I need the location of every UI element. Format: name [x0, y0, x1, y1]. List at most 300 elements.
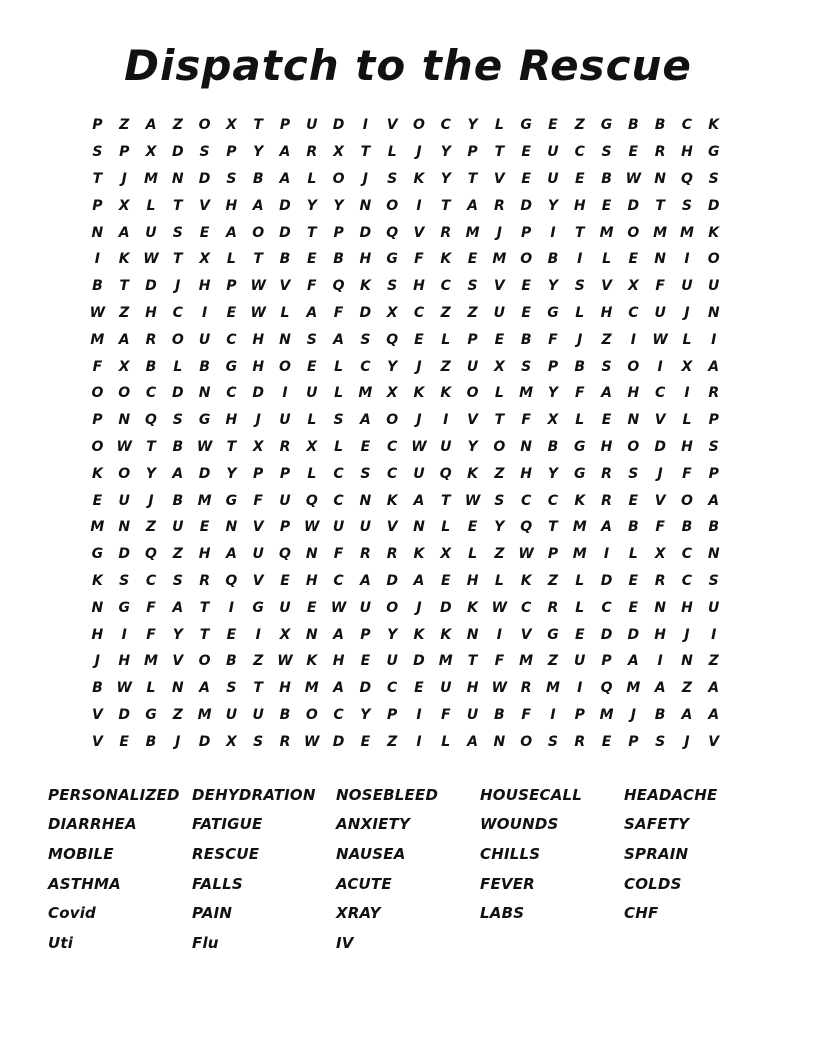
grid-letter[interactable]: B — [92, 278, 103, 295]
grid-letter[interactable]: M — [519, 385, 534, 402]
grid-letter[interactable]: Z — [574, 117, 585, 134]
grid-letter[interactable]: S — [708, 438, 719, 455]
grid-letter[interactable]: H — [681, 144, 693, 161]
grid-letter[interactable]: D — [627, 626, 640, 643]
grid-letter[interactable]: P — [92, 412, 103, 429]
grid-letter[interactable]: K — [574, 492, 586, 509]
grid-letter[interactable]: C — [333, 465, 344, 482]
grid-letter[interactable]: F — [440, 706, 451, 723]
grid-letter[interactable]: X — [199, 251, 210, 268]
grid-letter[interactable]: C — [387, 680, 398, 697]
grid-letter[interactable]: E — [414, 331, 424, 348]
grid-letter[interactable]: S — [253, 733, 264, 750]
grid-letter[interactable]: L — [280, 304, 290, 321]
grid-letter[interactable]: D — [707, 197, 720, 214]
grid-letter[interactable]: J — [175, 278, 181, 295]
grid-letter[interactable]: M — [197, 492, 212, 509]
grid-letter[interactable]: P — [467, 331, 478, 348]
grid-letter[interactable]: R — [279, 438, 291, 455]
grid-letter[interactable]: J — [175, 733, 181, 750]
grid-letter[interactable]: A — [413, 492, 425, 509]
grid-letter[interactable]: W — [518, 546, 534, 563]
grid-letter[interactable]: H — [413, 278, 425, 295]
grid-letter[interactable]: D — [359, 224, 372, 241]
grid-letter[interactable]: Z — [119, 117, 130, 134]
grid-letter[interactable]: I — [416, 733, 422, 750]
grid-letter[interactable]: V — [493, 278, 505, 295]
grid-letter[interactable]: V — [654, 412, 666, 429]
grid-letter[interactable]: D — [279, 197, 291, 214]
grid-letter[interactable]: X — [547, 412, 559, 429]
grid-letter[interactable]: W — [411, 438, 427, 455]
grid-letter[interactable]: N — [359, 492, 372, 509]
grid-letter[interactable]: A — [172, 465, 184, 482]
grid-letter[interactable]: I — [416, 706, 422, 723]
grid-letter[interactable]: W — [304, 733, 320, 750]
grid-letter[interactable]: Y — [306, 197, 317, 214]
grid-letter[interactable]: T — [306, 224, 317, 241]
grid-letter[interactable]: A — [225, 546, 237, 563]
grid-letter[interactable]: L — [494, 385, 504, 402]
grid-letter[interactable]: T — [467, 653, 478, 670]
grid-letter[interactable]: T — [226, 438, 237, 455]
grid-letter[interactable]: S — [681, 197, 692, 214]
grid-letter[interactable]: H — [466, 572, 479, 589]
grid-letter[interactable]: G — [600, 117, 613, 134]
grid-letter[interactable]: M — [90, 331, 105, 348]
grid-letter[interactable]: X — [225, 117, 237, 134]
grid-letter[interactable]: V — [279, 278, 291, 295]
grid-letter[interactable]: C — [413, 304, 425, 321]
grid-letter[interactable]: J — [684, 733, 690, 750]
grid-letter[interactable]: E — [548, 117, 558, 134]
grid-letter[interactable]: U — [198, 331, 211, 348]
grid-letter[interactable]: V — [172, 653, 184, 670]
grid-letter[interactable]: F — [414, 251, 424, 268]
grid-letter[interactable]: P — [360, 626, 371, 643]
grid-letter[interactable]: E — [306, 599, 317, 616]
grid-letter[interactable]: U — [118, 492, 130, 509]
grid-letter[interactable]: A — [333, 680, 344, 697]
grid-letter[interactable]: I — [94, 251, 100, 268]
grid-letter[interactable]: E — [521, 304, 531, 321]
grid-letter[interactable]: H — [681, 599, 693, 616]
grid-letter[interactable]: B — [252, 170, 264, 187]
grid-letter[interactable]: I — [577, 251, 583, 268]
grid-letter[interactable]: Y — [440, 144, 451, 161]
grid-letter[interactable]: P — [574, 706, 585, 723]
grid-letter[interactable]: K — [467, 599, 478, 616]
grid-letter[interactable]: N — [466, 626, 479, 643]
grid-letter[interactable]: W — [116, 680, 132, 697]
grid-letter[interactable]: E — [601, 197, 612, 214]
grid-letter[interactable]: S — [521, 358, 532, 375]
grid-letter[interactable]: X — [386, 385, 398, 402]
grid-letter[interactable]: R — [574, 733, 586, 750]
grid-letter[interactable]: G — [520, 117, 532, 134]
grid-letter[interactable]: P — [279, 117, 291, 134]
grid-letter[interactable]: M — [545, 680, 560, 697]
grid-letter[interactable]: I — [362, 117, 368, 134]
grid-letter[interactable]: E — [414, 680, 424, 697]
grid-letter[interactable]: P — [253, 465, 264, 482]
grid-letter[interactable]: Z — [172, 706, 183, 723]
grid-letter[interactable]: C — [547, 492, 559, 509]
grid-letter[interactable]: C — [226, 331, 237, 348]
grid-letter[interactable]: J — [255, 412, 261, 429]
grid-letter[interactable]: D — [118, 546, 130, 563]
grid-letter[interactable]: A — [306, 304, 318, 321]
grid-letter[interactable]: L — [628, 546, 638, 563]
grid-letter[interactable]: V — [199, 197, 210, 214]
grid-letter[interactable]: U — [306, 117, 318, 134]
grid-letter[interactable]: Z — [547, 572, 559, 589]
grid-letter[interactable]: R — [654, 144, 666, 161]
grid-letter[interactable]: X — [279, 626, 291, 643]
grid-letter[interactable]: X — [118, 197, 130, 214]
grid-letter[interactable]: C — [226, 385, 237, 402]
grid-letter[interactable]: O — [386, 197, 399, 214]
grid-letter[interactable]: E — [226, 626, 237, 643]
grid-letter[interactable]: N — [359, 197, 372, 214]
grid-letter[interactable]: A — [708, 680, 720, 697]
grid-letter[interactable]: M — [492, 251, 507, 268]
grid-letter[interactable]: V — [386, 519, 398, 536]
grid-letter[interactable]: E — [521, 278, 531, 295]
grid-letter[interactable]: I — [443, 412, 449, 429]
grid-letter[interactable]: U — [332, 519, 345, 536]
grid-letter[interactable]: J — [362, 170, 368, 187]
grid-letter[interactable]: M — [653, 224, 668, 241]
grid-letter[interactable]: M — [626, 680, 641, 697]
grid-letter[interactable]: A — [708, 358, 720, 375]
grid-letter[interactable]: L — [575, 304, 585, 321]
grid-letter[interactable]: K — [306, 653, 318, 670]
grid-letter[interactable]: R — [493, 197, 505, 214]
grid-letter[interactable]: V — [654, 492, 666, 509]
grid-letter[interactable]: W — [330, 599, 347, 616]
grid-letter[interactable]: V — [91, 733, 103, 750]
grid-letter[interactable]: S — [601, 144, 612, 161]
grid-letter[interactable]: D — [359, 304, 372, 321]
grid-letter[interactable]: E — [467, 519, 478, 536]
grid-letter[interactable]: U — [440, 438, 452, 455]
grid-letter[interactable]: N — [707, 546, 720, 563]
grid-letter[interactable]: N — [520, 438, 532, 455]
grid-letter[interactable]: Y — [387, 358, 398, 375]
grid-letter[interactable]: E — [521, 170, 531, 187]
grid-letter[interactable]: S — [172, 224, 183, 241]
grid-letter[interactable]: U — [386, 653, 398, 670]
grid-letter[interactable]: W — [652, 331, 668, 348]
grid-letter[interactable]: L — [334, 358, 344, 375]
grid-letter[interactable]: S — [360, 465, 371, 482]
grid-letter[interactable]: H — [627, 385, 640, 402]
grid-letter[interactable]: Z — [708, 653, 719, 670]
grid-letter[interactable]: N — [198, 385, 211, 402]
grid-letter[interactable]: I — [657, 358, 663, 375]
grid-letter[interactable]: X — [681, 358, 693, 375]
grid-letter[interactable]: B — [628, 117, 639, 134]
grid-letter[interactable]: I — [630, 331, 636, 348]
grid-letter[interactable]: L — [441, 733, 451, 750]
grid-letter[interactable]: O — [305, 706, 318, 723]
grid-letter[interactable]: T — [494, 144, 505, 161]
grid-letter[interactable]: N — [627, 412, 640, 429]
grid-letter[interactable]: L — [494, 117, 504, 134]
grid-letter[interactable]: L — [307, 465, 317, 482]
grid-letter[interactable]: Y — [547, 278, 559, 295]
grid-letter[interactable]: E — [521, 144, 531, 161]
grid-letter[interactable]: S — [387, 170, 398, 187]
grid-letter[interactable]: U — [225, 706, 238, 723]
grid-letter[interactable]: G — [573, 438, 586, 455]
grid-letter[interactable]: U — [413, 465, 425, 482]
grid-letter[interactable]: I — [550, 706, 556, 723]
grid-letter[interactable]: N — [279, 331, 291, 348]
grid-letter[interactable]: T — [360, 144, 371, 161]
grid-letter[interactable]: U — [654, 304, 666, 321]
grid-letter[interactable]: E — [360, 733, 371, 750]
grid-letter[interactable]: T — [253, 251, 263, 268]
grid-letter[interactable]: S — [387, 278, 398, 295]
grid-letter[interactable]: C — [521, 599, 532, 616]
grid-letter[interactable]: W — [143, 251, 159, 268]
grid-letter[interactable]: D — [332, 117, 345, 134]
grid-letter[interactable]: R — [547, 599, 559, 616]
grid-letter[interactable]: Z — [547, 653, 559, 670]
grid-letter[interactable]: A — [333, 331, 344, 348]
grid-letter[interactable]: E — [92, 492, 103, 509]
grid-letter[interactable]: M — [90, 519, 105, 536]
grid-letter[interactable]: O — [252, 224, 265, 241]
grid-letter[interactable]: G — [547, 304, 559, 321]
grid-letter[interactable]: S — [708, 572, 719, 589]
grid-letter[interactable]: D — [332, 733, 345, 750]
grid-letter[interactable]: J — [94, 653, 100, 670]
grid-letter[interactable]: T — [253, 117, 263, 134]
grid-letter[interactable]: Q — [279, 546, 291, 563]
grid-letter[interactable]: U — [279, 412, 291, 429]
grid-letter[interactable]: N — [118, 519, 131, 536]
grid-letter[interactable]: L — [441, 331, 451, 348]
grid-letter[interactable]: N — [681, 653, 693, 670]
grid-letter[interactable]: E — [574, 170, 585, 187]
grid-letter[interactable]: B — [708, 519, 720, 536]
grid-letter[interactable]: C — [387, 438, 398, 455]
grid-letter[interactable]: R — [279, 733, 291, 750]
grid-letter[interactable]: A — [681, 706, 693, 723]
grid-letter[interactable]: U — [466, 706, 479, 723]
grid-letter[interactable]: I — [255, 626, 261, 643]
grid-letter[interactable]: A — [359, 412, 371, 429]
grid-letter[interactable]: M — [572, 546, 587, 563]
grid-letter[interactable]: K — [708, 224, 720, 241]
grid-letter[interactable]: N — [654, 170, 666, 187]
grid-letter[interactable]: A — [199, 680, 210, 697]
grid-letter[interactable]: J — [684, 626, 690, 643]
grid-letter[interactable]: C — [654, 385, 666, 402]
grid-letter[interactable]: O — [627, 224, 640, 241]
grid-letter[interactable]: A — [467, 197, 478, 214]
grid-letter[interactable]: G — [198, 412, 211, 429]
grid-letter[interactable]: F — [494, 653, 505, 670]
grid-letter[interactable]: A — [145, 117, 157, 134]
grid-letter[interactable]: W — [196, 438, 213, 455]
grid-letter[interactable]: M — [599, 224, 614, 241]
grid-letter[interactable]: Y — [440, 170, 451, 187]
grid-letter[interactable]: Q — [680, 170, 693, 187]
grid-letter[interactable]: T — [440, 197, 451, 214]
grid-letter[interactable]: I — [496, 626, 502, 643]
grid-letter[interactable]: W — [304, 519, 320, 536]
grid-letter[interactable]: P — [521, 224, 532, 241]
grid-letter[interactable]: Q — [520, 519, 533, 536]
grid-letter[interactable]: U — [466, 358, 479, 375]
grid-letter[interactable]: X — [654, 546, 666, 563]
grid-letter[interactable]: K — [91, 465, 103, 482]
grid-letter[interactable]: N — [171, 170, 184, 187]
grid-letter[interactable]: H — [118, 653, 131, 670]
grid-letter[interactable]: Z — [145, 519, 157, 536]
grid-letter[interactable]: H — [198, 546, 211, 563]
grid-letter[interactable]: O — [627, 358, 640, 375]
grid-letter[interactable]: O — [627, 438, 640, 455]
grid-letter[interactable]: R — [199, 572, 210, 589]
grid-letter[interactable]: O — [118, 465, 131, 482]
grid-letter[interactable]: O — [680, 492, 693, 509]
grid-letter[interactable]: F — [574, 385, 585, 402]
grid-letter[interactable]: O — [386, 412, 399, 429]
grid-letter[interactable]: R — [601, 492, 612, 509]
grid-letter[interactable]: N — [305, 546, 318, 563]
grid-letter[interactable]: H — [600, 438, 613, 455]
grid-letter[interactable]: B — [199, 358, 210, 375]
grid-letter[interactable]: S — [708, 170, 719, 187]
grid-letter[interactable]: L — [468, 546, 478, 563]
grid-letter[interactable]: D — [118, 706, 130, 723]
grid-letter[interactable]: A — [252, 197, 264, 214]
grid-letter[interactable]: P — [547, 358, 559, 375]
grid-letter[interactable]: J — [416, 599, 422, 616]
grid-letter[interactable]: V — [708, 733, 720, 750]
grid-letter[interactable]: S — [628, 465, 639, 482]
grid-letter[interactable]: L — [334, 385, 344, 402]
grid-letter[interactable]: N — [91, 599, 104, 616]
grid-letter[interactable]: T — [119, 278, 129, 295]
grid-letter[interactable]: Z — [494, 465, 505, 482]
grid-letter[interactable]: G — [145, 706, 157, 723]
grid-letter[interactable]: S — [467, 278, 478, 295]
grid-letter[interactable]: C — [628, 304, 639, 321]
grid-letter[interactable]: V — [467, 412, 478, 429]
grid-letter[interactable]: V — [413, 224, 425, 241]
grid-letter[interactable]: Y — [467, 117, 478, 134]
grid-letter[interactable]: S — [92, 144, 103, 161]
grid-letter[interactable]: F — [333, 546, 344, 563]
grid-letter[interactable]: N — [654, 251, 666, 268]
grid-letter[interactable]: M — [599, 706, 614, 723]
grid-letter[interactable]: E — [628, 144, 639, 161]
grid-letter[interactable]: W — [464, 492, 481, 509]
grid-letter[interactable]: C — [681, 546, 693, 563]
grid-letter[interactable]: J — [657, 465, 663, 482]
grid-letter[interactable]: P — [92, 117, 103, 134]
grid-letter[interactable]: D — [198, 465, 211, 482]
grid-letter[interactable]: O — [707, 251, 720, 268]
grid-letter[interactable]: D — [386, 572, 398, 589]
grid-letter[interactable]: D — [359, 680, 372, 697]
grid-letter[interactable]: P — [628, 733, 639, 750]
grid-letter[interactable]: F — [306, 278, 317, 295]
grid-letter[interactable]: E — [628, 572, 639, 589]
grid-letter[interactable]: J — [148, 492, 154, 509]
grid-letter[interactable]: G — [573, 465, 586, 482]
grid-letter[interactable]: S — [547, 733, 558, 750]
grid-letter[interactable]: N — [654, 599, 666, 616]
grid-letter[interactable]: R — [520, 680, 532, 697]
grid-letter[interactable]: K — [91, 572, 103, 589]
grid-letter[interactable]: L — [494, 572, 504, 589]
grid-letter[interactable]: A — [654, 680, 666, 697]
grid-letter[interactable]: C — [145, 385, 157, 402]
grid-letter[interactable]: F — [333, 304, 344, 321]
grid-letter[interactable]: F — [92, 358, 103, 375]
grid-letter[interactable]: N — [225, 519, 238, 536]
grid-letter[interactable]: Z — [172, 117, 183, 134]
grid-letter[interactable]: G — [118, 599, 130, 616]
grid-letter[interactable]: L — [602, 251, 611, 268]
grid-letter[interactable]: S — [360, 331, 371, 348]
grid-letter[interactable]: U — [681, 278, 693, 295]
grid-letter[interactable]: I — [603, 546, 610, 563]
grid-letter[interactable]: E — [119, 733, 129, 750]
grid-letter[interactable]: O — [118, 385, 131, 402]
grid-letter[interactable]: X — [252, 438, 264, 455]
grid-letter[interactable]: B — [654, 706, 666, 723]
grid-letter[interactable]: C — [333, 572, 344, 589]
grid-letter[interactable]: E — [306, 358, 317, 375]
grid-letter[interactable]: E — [360, 653, 371, 670]
grid-letter[interactable]: Y — [226, 465, 237, 482]
grid-letter[interactable]: Y — [145, 465, 157, 482]
grid-letter[interactable]: Z — [601, 331, 612, 348]
grid-letter[interactable]: S — [306, 331, 317, 348]
grid-letter[interactable]: S — [199, 144, 210, 161]
grid-letter[interactable]: W — [250, 304, 266, 321]
grid-letter[interactable]: N — [493, 733, 506, 750]
grid-letter[interactable]: E — [494, 331, 505, 348]
grid-letter[interactable]: J — [416, 144, 422, 161]
grid-letter[interactable]: S — [172, 412, 183, 429]
grid-letter[interactable]: O — [279, 358, 291, 375]
grid-letter[interactable]: W — [89, 304, 106, 321]
grid-letter[interactable]: I — [228, 599, 234, 616]
grid-letter[interactable]: L — [441, 519, 451, 536]
grid-letter[interactable]: T — [655, 197, 665, 214]
grid-letter[interactable]: I — [711, 626, 717, 643]
grid-letter[interactable]: N — [707, 304, 720, 321]
grid-letter[interactable]: Q — [225, 572, 238, 589]
grid-letter[interactable]: Z — [119, 304, 130, 321]
grid-letter[interactable]: R — [708, 385, 720, 402]
grid-letter[interactable]: K — [440, 385, 452, 402]
grid-letter[interactable]: B — [226, 653, 237, 670]
grid-letter[interactable]: Q — [386, 331, 399, 348]
grid-letter[interactable]: B — [494, 706, 505, 723]
grid-letter[interactable]: B — [654, 117, 666, 134]
grid-letter[interactable]: U — [547, 170, 559, 187]
